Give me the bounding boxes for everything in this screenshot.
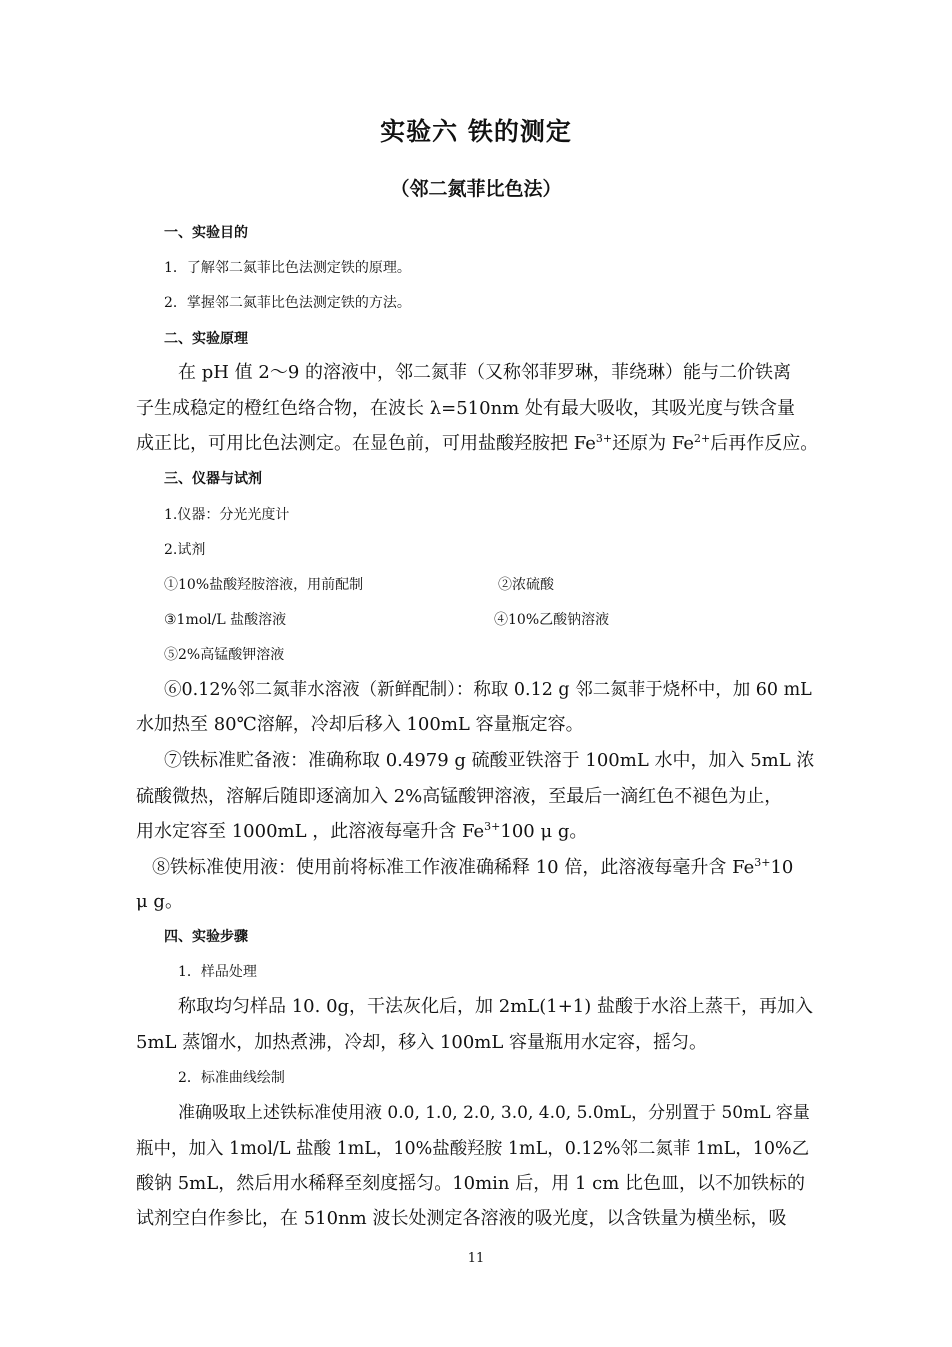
principle-line-1: 在 pH 值 2～9 的溶液中，邻二氮菲（又称邻菲罗琳，菲绕琳）能与二价铁离	[178, 362, 792, 383]
reagent-8-text-a: ⑧铁标准使用液：使用前将标准工作液准确稀释 10 倍，此溶液每毫升含 Fe	[152, 857, 755, 878]
step-2-line-3: 酸钠 5mL，然后用水稀释至刻度摇匀。10min 后，用 1 cm 比色皿，以不加铁标的	[136, 1173, 806, 1194]
purpose-item-2: 2．掌握邻二氮菲比色法测定铁的方法。	[164, 295, 411, 311]
reagent-8-line-2: μ g。	[136, 891, 183, 912]
instrument-line: 1.仪器：分光光度计	[164, 507, 290, 523]
principle-line-2: 子生成稳定的橙红色络合物，在波长 λ=510nm 处有最大吸收，其吸光度与铁含量	[136, 398, 795, 419]
reagent-8-line-1	[152, 855, 818, 881]
page-number: 11	[467, 1251, 485, 1266]
step-1-line-2: 5mL 蒸馏水，加热煮沸，冷却，移入 100mL 容量瓶用水定容，摇匀。	[136, 1032, 708, 1053]
section-heading-procedure: 四、实验步骤	[164, 929, 248, 945]
reagent-1: ①10%盐酸羟胺溶液，用前配制	[164, 577, 364, 593]
reagent-7-superscript: 3+	[484, 820, 501, 833]
principle-line-3	[136, 431, 818, 457]
reagent-8-text-b: 10	[770, 857, 794, 878]
reagent-3: ③1mol/L 盐酸溶液	[164, 612, 287, 628]
reagent-7-text-a: 用水定容至 1000mL ，此溶液每毫升含 Fe	[136, 821, 485, 842]
section-heading-principle: 二、实验原理	[164, 331, 248, 347]
step-2-line-1: 准确吸取上述铁标准使用液 0.0, 1.0, 2.0, 3.0, 4.0, 5.0mL，分别置于 50mL 容量	[178, 1103, 810, 1123]
reagent-6-line-2: 水加热至 80℃溶解，冷却后移入 100mL 容量瓶定容。	[136, 714, 584, 735]
page-subtitle: （邻二氮菲比色法）	[390, 178, 562, 200]
principle-text-b: 还原为 Fe	[612, 433, 694, 454]
reagent-6-line-1: ⑥0.12%邻二氮菲水溶液（新鲜配制）：称取 0.12 g 邻二氮菲于烧杯中，加 60 mL	[164, 680, 812, 700]
reagent-7-line-3	[136, 819, 818, 845]
reagent-row-2	[164, 607, 846, 633]
reagent-2: ②浓硫酸	[498, 577, 554, 593]
fe2-superscript: 2+	[694, 432, 711, 445]
fe3-superscript: 3+	[595, 432, 613, 445]
section-heading-purpose: 一、实验目的	[164, 225, 248, 241]
reagent-7-line-2: 硫酸微热，溶解后随即逐滴加入 2%高锰酸钾溶液，至最后一滴红色不褪色为止，	[136, 786, 783, 807]
step-1-heading: 1．样品处理	[178, 964, 257, 980]
reagents-line: 2.试剂	[164, 542, 206, 558]
page-title: 实验六 铁的测定	[380, 117, 572, 146]
step-2-line-2: 瓶中，加入 1mol/L 盐酸 1mL，10%盐酸羟胺 1mL，0.12%邻二氮菲 1mL，10%乙	[136, 1139, 810, 1159]
step-1-line-1: 称取均匀样品 10. 0g，干法灰化后，加 2mL(1+1) 盐酸于水浴上蒸干，再加入	[178, 996, 813, 1017]
reagent-5: ⑤2%高锰酸钾溶液	[164, 647, 285, 663]
section-heading-instruments: 三、仪器与试剂	[164, 471, 262, 487]
reagent-row-1	[164, 572, 846, 598]
step-2-heading: 2．标准曲线绘制	[178, 1070, 285, 1086]
principle-text-c: 后再作反应。	[710, 433, 819, 454]
principle-text-a: 成正比，可用比色法测定。在显色前，可用盐酸羟胺把 Fe	[136, 433, 596, 454]
reagent-7-line-1: ⑦铁标准贮备液：准确称取 0.4979 g 硫酸亚铁溶于 100mL 水中，加入 5mL 浓	[164, 750, 815, 771]
reagent-4: ④10%乙酸钠溶液	[494, 612, 610, 628]
reagent-7-text-b: 100 μ g。	[500, 821, 588, 842]
step-2-line-4: 试剂空白作参比，在 510nm 波长处测定各溶液的吸光度，以含铁量为横坐标，吸	[136, 1208, 787, 1229]
purpose-item-1: 1．了解邻二氮菲比色法测定铁的原理。	[164, 260, 411, 276]
reagent-8-superscript: 3+	[754, 856, 771, 869]
